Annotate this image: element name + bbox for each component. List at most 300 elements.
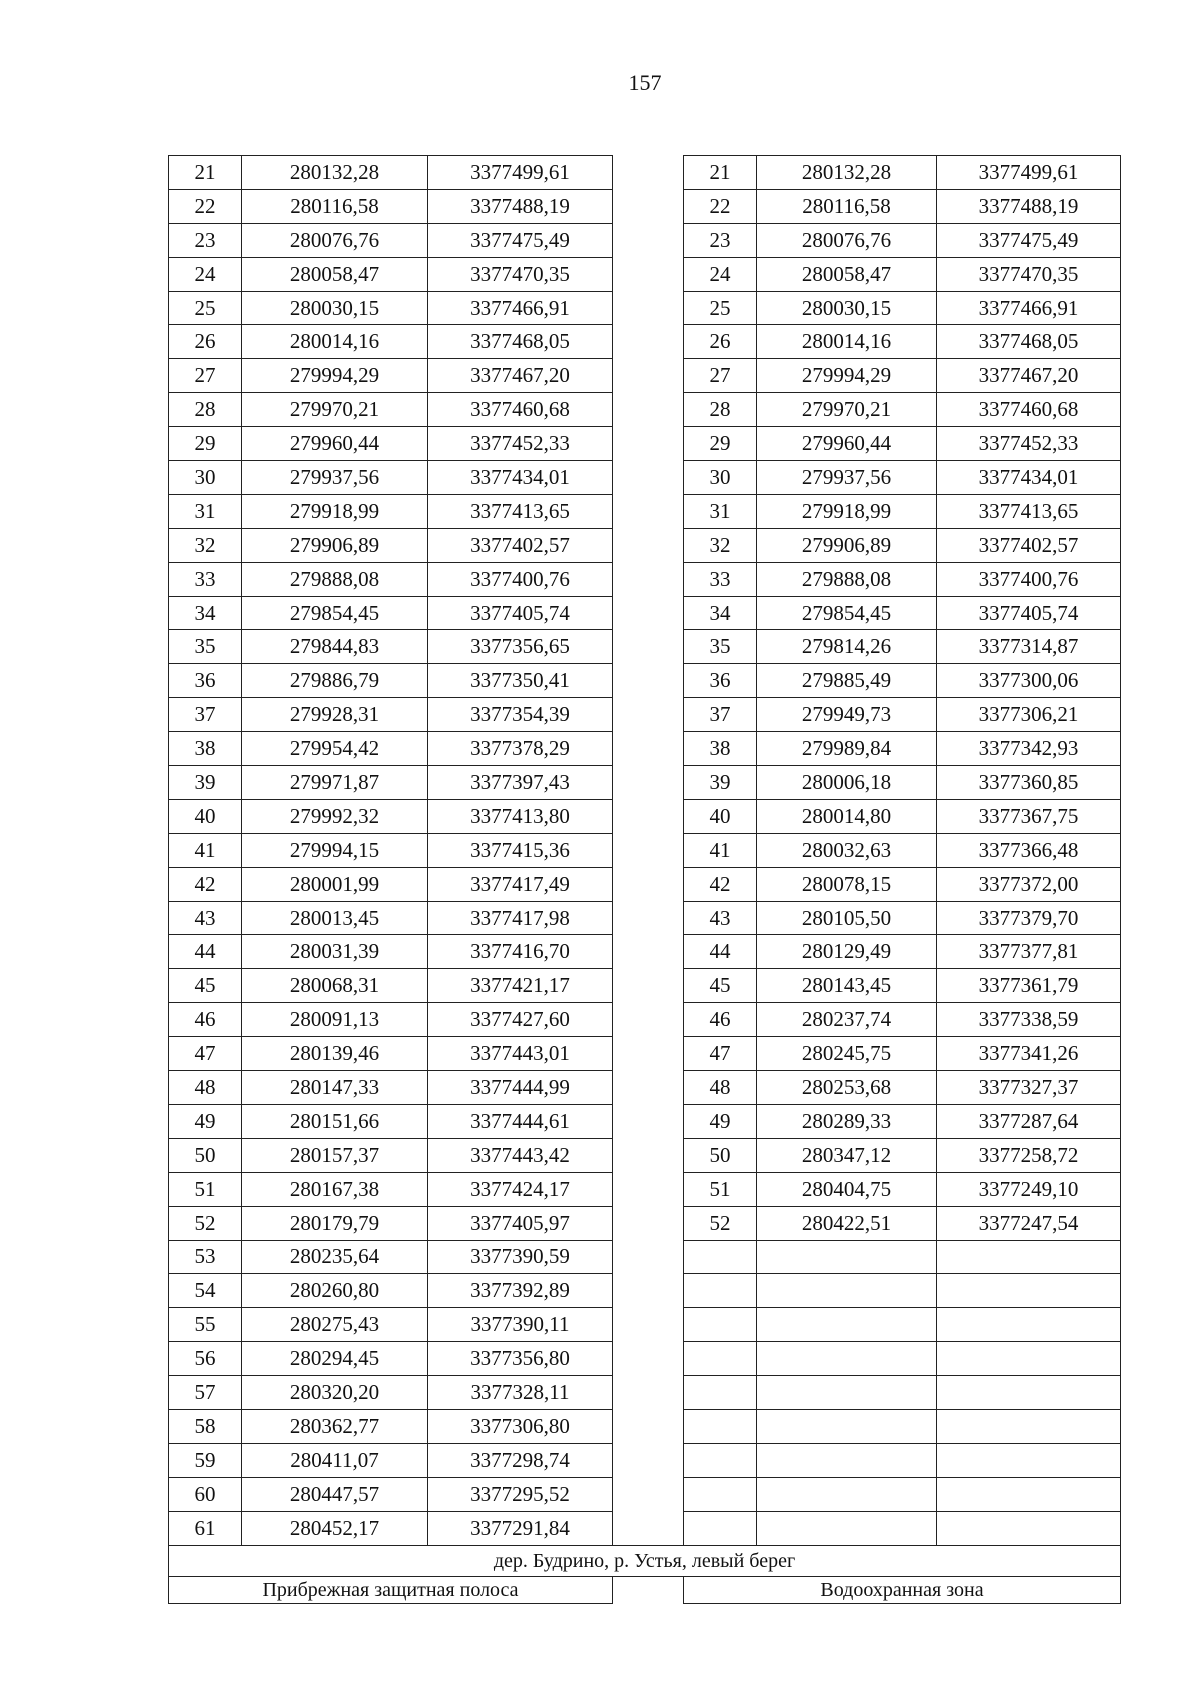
left-point-number-cell: 53 <box>169 1240 242 1274</box>
table-row <box>169 1376 1121 1410</box>
left-x-coordinate-cell: 280167,38 <box>242 1172 428 1206</box>
table-row <box>169 766 1121 800</box>
left-point-number-cell: 56 <box>169 1342 242 1376</box>
left-y-coordinate-cell: 3377452,33 <box>428 427 613 461</box>
column-gap <box>613 291 684 325</box>
right-x-coordinate-cell: 279888,08 <box>757 562 937 596</box>
footer-left-label: Прибрежная защитная полоса <box>169 1576 613 1603</box>
column-gap <box>613 1477 684 1511</box>
left-x-coordinate-cell: 279994,15 <box>242 833 428 867</box>
right-y-coordinate-cell: 3377247,54 <box>937 1206 1121 1240</box>
right-y-coordinate-cell: 3377338,59 <box>937 1003 1121 1037</box>
left-x-coordinate-cell: 280014,16 <box>242 325 428 359</box>
right-point-number-cell: 44 <box>684 935 757 969</box>
left-y-coordinate-cell: 3377417,49 <box>428 867 613 901</box>
right-point-number-cell: 21 <box>684 156 757 190</box>
right-point-number-cell <box>684 1342 757 1376</box>
left-point-number-cell: 32 <box>169 528 242 562</box>
left-x-coordinate-cell: 280411,07 <box>242 1443 428 1477</box>
table-row <box>169 596 1121 630</box>
column-gap <box>613 562 684 596</box>
left-y-coordinate-cell: 3377444,99 <box>428 1071 613 1105</box>
left-x-coordinate-cell: 280068,31 <box>242 969 428 1003</box>
right-y-coordinate-cell <box>937 1342 1121 1376</box>
left-y-coordinate-cell: 3377415,36 <box>428 833 613 867</box>
left-x-coordinate-cell: 280452,17 <box>242 1511 428 1545</box>
right-y-coordinate-cell: 3377300,06 <box>937 664 1121 698</box>
left-point-number-cell: 45 <box>169 969 242 1003</box>
right-y-coordinate-cell: 3377258,72 <box>937 1138 1121 1172</box>
right-point-number-cell: 36 <box>684 664 757 698</box>
left-point-number-cell: 21 <box>169 156 242 190</box>
right-x-coordinate-cell: 279937,56 <box>757 461 937 495</box>
table-row <box>169 732 1121 766</box>
left-x-coordinate-cell: 280147,33 <box>242 1071 428 1105</box>
right-x-coordinate-cell <box>757 1376 937 1410</box>
right-point-number-cell: 29 <box>684 427 757 461</box>
right-y-coordinate-cell: 3377367,75 <box>937 799 1121 833</box>
left-y-coordinate-cell: 3377468,05 <box>428 325 613 359</box>
right-point-number-cell: 25 <box>684 291 757 325</box>
left-point-number-cell: 60 <box>169 1477 242 1511</box>
column-gap <box>613 1576 684 1603</box>
left-point-number-cell: 61 <box>169 1511 242 1545</box>
column-gap <box>613 393 684 427</box>
column-gap <box>613 1443 684 1477</box>
left-point-number-cell: 37 <box>169 698 242 732</box>
left-point-number-cell: 42 <box>169 867 242 901</box>
right-point-number-cell: 33 <box>684 562 757 596</box>
right-x-coordinate-cell: 280076,76 <box>757 223 937 257</box>
right-y-coordinate-cell: 3377488,19 <box>937 189 1121 223</box>
right-point-number-cell: 52 <box>684 1206 757 1240</box>
right-x-coordinate-cell: 280032,63 <box>757 833 937 867</box>
right-point-number-cell <box>684 1443 757 1477</box>
right-point-number-cell <box>684 1376 757 1410</box>
right-y-coordinate-cell: 3377377,81 <box>937 935 1121 969</box>
left-x-coordinate-cell: 279994,29 <box>242 359 428 393</box>
table-row <box>169 156 1121 190</box>
coordinates-table-body <box>169 156 1121 1546</box>
right-point-number-cell <box>684 1409 757 1443</box>
left-point-number-cell: 25 <box>169 291 242 325</box>
left-y-coordinate-cell: 3377390,11 <box>428 1308 613 1342</box>
left-point-number-cell: 33 <box>169 562 242 596</box>
left-y-coordinate-cell: 3377417,98 <box>428 901 613 935</box>
left-point-number-cell: 50 <box>169 1138 242 1172</box>
table-row <box>169 291 1121 325</box>
right-point-number-cell: 40 <box>684 799 757 833</box>
right-y-coordinate-cell: 3377366,48 <box>937 833 1121 867</box>
column-gap <box>613 1409 684 1443</box>
right-point-number-cell: 31 <box>684 494 757 528</box>
left-y-coordinate-cell: 3377392,89 <box>428 1274 613 1308</box>
table-row <box>169 223 1121 257</box>
right-point-number-cell: 22 <box>684 189 757 223</box>
left-point-number-cell: 22 <box>169 189 242 223</box>
right-y-coordinate-cell <box>937 1511 1121 1545</box>
column-gap <box>613 156 684 190</box>
right-point-number-cell: 41 <box>684 833 757 867</box>
right-x-coordinate-cell: 279814,26 <box>757 630 937 664</box>
right-point-number-cell: 47 <box>684 1037 757 1071</box>
column-gap <box>613 664 684 698</box>
right-point-number-cell: 27 <box>684 359 757 393</box>
left-point-number-cell: 35 <box>169 630 242 664</box>
column-gap <box>613 630 684 664</box>
column-gap <box>613 223 684 257</box>
right-y-coordinate-cell: 3377341,26 <box>937 1037 1121 1071</box>
left-point-number-cell: 28 <box>169 393 242 427</box>
left-x-coordinate-cell: 280013,45 <box>242 901 428 935</box>
table-row <box>169 901 1121 935</box>
column-gap <box>613 1274 684 1308</box>
column-gap <box>613 969 684 1003</box>
right-x-coordinate-cell: 280105,50 <box>757 901 937 935</box>
caption-row <box>169 1545 1121 1576</box>
left-y-coordinate-cell: 3377467,20 <box>428 359 613 393</box>
right-y-coordinate-cell: 3377460,68 <box>937 393 1121 427</box>
left-y-coordinate-cell: 3377405,97 <box>428 1206 613 1240</box>
right-x-coordinate-cell <box>757 1477 937 1511</box>
right-x-coordinate-cell: 280245,75 <box>757 1037 937 1071</box>
left-x-coordinate-cell: 280275,43 <box>242 1308 428 1342</box>
right-x-coordinate-cell: 280058,47 <box>757 257 937 291</box>
right-x-coordinate-cell: 280253,68 <box>757 1071 937 1105</box>
left-point-number-cell: 24 <box>169 257 242 291</box>
right-point-number-cell <box>684 1477 757 1511</box>
left-y-coordinate-cell: 3377470,35 <box>428 257 613 291</box>
left-y-coordinate-cell: 3377443,42 <box>428 1138 613 1172</box>
left-point-number-cell: 43 <box>169 901 242 935</box>
right-y-coordinate-cell: 3377249,10 <box>937 1172 1121 1206</box>
right-x-coordinate-cell: 279989,84 <box>757 732 937 766</box>
table-row <box>169 833 1121 867</box>
table-row <box>169 664 1121 698</box>
left-point-number-cell: 29 <box>169 427 242 461</box>
right-y-coordinate-cell <box>937 1376 1121 1410</box>
column-gap <box>613 461 684 495</box>
left-y-coordinate-cell: 3377397,43 <box>428 766 613 800</box>
left-y-coordinate-cell: 3377405,74 <box>428 596 613 630</box>
table-row <box>169 1206 1121 1240</box>
left-y-coordinate-cell: 3377413,80 <box>428 799 613 833</box>
right-point-number-cell: 51 <box>684 1172 757 1206</box>
table-row <box>169 1308 1121 1342</box>
left-y-coordinate-cell: 3377427,60 <box>428 1003 613 1037</box>
left-point-number-cell: 58 <box>169 1409 242 1443</box>
column-gap <box>613 325 684 359</box>
left-x-coordinate-cell: 280157,37 <box>242 1138 428 1172</box>
column-gap <box>613 1342 684 1376</box>
right-y-coordinate-cell: 3377405,74 <box>937 596 1121 630</box>
table-row <box>169 1172 1121 1206</box>
left-x-coordinate-cell: 279888,08 <box>242 562 428 596</box>
right-y-coordinate-cell: 3377379,70 <box>937 901 1121 935</box>
table-row <box>169 393 1121 427</box>
table-row <box>169 1037 1121 1071</box>
right-y-coordinate-cell: 3377400,76 <box>937 562 1121 596</box>
column-gap <box>613 867 684 901</box>
left-x-coordinate-cell: 280076,76 <box>242 223 428 257</box>
right-x-coordinate-cell: 280129,49 <box>757 935 937 969</box>
column-gap <box>613 799 684 833</box>
left-y-coordinate-cell: 3377400,76 <box>428 562 613 596</box>
right-x-coordinate-cell <box>757 1409 937 1443</box>
right-y-coordinate-cell <box>937 1477 1121 1511</box>
column-gap <box>613 1376 684 1410</box>
left-x-coordinate-cell: 280001,99 <box>242 867 428 901</box>
right-y-coordinate-cell: 3377413,65 <box>937 494 1121 528</box>
table-row <box>169 1240 1121 1274</box>
left-point-number-cell: 46 <box>169 1003 242 1037</box>
left-y-coordinate-cell: 3377390,59 <box>428 1240 613 1274</box>
right-point-number-cell <box>684 1240 757 1274</box>
left-x-coordinate-cell: 280116,58 <box>242 189 428 223</box>
table-row <box>169 935 1121 969</box>
left-y-coordinate-cell: 3377488,19 <box>428 189 613 223</box>
right-x-coordinate-cell: 279918,99 <box>757 494 937 528</box>
right-point-number-cell: 24 <box>684 257 757 291</box>
left-y-coordinate-cell: 3377443,01 <box>428 1037 613 1071</box>
column-gap <box>613 1308 684 1342</box>
right-x-coordinate-cell: 280030,15 <box>757 291 937 325</box>
right-x-coordinate-cell: 280347,12 <box>757 1138 937 1172</box>
table-row <box>169 1274 1121 1308</box>
right-point-number-cell: 23 <box>684 223 757 257</box>
right-x-coordinate-cell <box>757 1511 937 1545</box>
column-gap <box>613 359 684 393</box>
right-x-coordinate-cell <box>757 1443 937 1477</box>
left-y-coordinate-cell: 3377475,49 <box>428 223 613 257</box>
right-point-number-cell: 42 <box>684 867 757 901</box>
left-point-number-cell: 27 <box>169 359 242 393</box>
right-x-coordinate-cell: 280404,75 <box>757 1172 937 1206</box>
left-x-coordinate-cell: 279928,31 <box>242 698 428 732</box>
right-point-number-cell <box>684 1274 757 1308</box>
left-point-number-cell: 38 <box>169 732 242 766</box>
right-y-coordinate-cell: 3377402,57 <box>937 528 1121 562</box>
column-gap <box>613 901 684 935</box>
right-y-coordinate-cell <box>937 1240 1121 1274</box>
column-gap <box>613 1206 684 1240</box>
right-point-number-cell: 35 <box>684 630 757 664</box>
right-y-coordinate-cell: 3377475,49 <box>937 223 1121 257</box>
right-x-coordinate-cell: 280143,45 <box>757 969 937 1003</box>
right-x-coordinate-cell: 280237,74 <box>757 1003 937 1037</box>
right-x-coordinate-cell: 280078,15 <box>757 867 937 901</box>
left-x-coordinate-cell: 280320,20 <box>242 1376 428 1410</box>
right-x-coordinate-cell <box>757 1308 937 1342</box>
column-gap <box>613 698 684 732</box>
left-x-coordinate-cell: 279992,32 <box>242 799 428 833</box>
left-point-number-cell: 54 <box>169 1274 242 1308</box>
left-x-coordinate-cell: 279886,79 <box>242 664 428 698</box>
table-row <box>169 799 1121 833</box>
left-y-coordinate-cell: 3377378,29 <box>428 732 613 766</box>
left-y-coordinate-cell: 3377499,61 <box>428 156 613 190</box>
left-y-coordinate-cell: 3377444,61 <box>428 1104 613 1138</box>
left-x-coordinate-cell: 280294,45 <box>242 1342 428 1376</box>
left-y-coordinate-cell: 3377466,91 <box>428 291 613 325</box>
column-gap <box>613 596 684 630</box>
right-point-number-cell <box>684 1308 757 1342</box>
left-point-number-cell: 41 <box>169 833 242 867</box>
left-x-coordinate-cell: 279971,87 <box>242 766 428 800</box>
right-point-number-cell: 37 <box>684 698 757 732</box>
right-y-coordinate-cell: 3377314,87 <box>937 630 1121 664</box>
right-y-coordinate-cell <box>937 1274 1121 1308</box>
left-y-coordinate-cell: 3377295,52 <box>428 1477 613 1511</box>
column-gap <box>613 427 684 461</box>
left-point-number-cell: 59 <box>169 1443 242 1477</box>
right-x-coordinate-cell: 279960,44 <box>757 427 937 461</box>
right-x-coordinate-cell: 280014,16 <box>757 325 937 359</box>
right-point-number-cell: 30 <box>684 461 757 495</box>
column-gap <box>613 1240 684 1274</box>
table-row <box>169 257 1121 291</box>
left-point-number-cell: 40 <box>169 799 242 833</box>
column-gap <box>613 1104 684 1138</box>
column-gap <box>613 935 684 969</box>
left-x-coordinate-cell: 280091,13 <box>242 1003 428 1037</box>
column-gap <box>613 1511 684 1545</box>
column-gap <box>613 766 684 800</box>
left-x-coordinate-cell: 280139,46 <box>242 1037 428 1071</box>
left-y-coordinate-cell: 3377356,65 <box>428 630 613 664</box>
right-y-coordinate-cell: 3377342,93 <box>937 732 1121 766</box>
right-x-coordinate-cell: 279854,45 <box>757 596 937 630</box>
right-point-number-cell <box>684 1511 757 1545</box>
table-row <box>169 1511 1121 1545</box>
right-y-coordinate-cell: 3377452,33 <box>937 427 1121 461</box>
right-point-number-cell: 32 <box>684 528 757 562</box>
right-y-coordinate-cell: 3377306,21 <box>937 698 1121 732</box>
left-y-coordinate-cell: 3377434,01 <box>428 461 613 495</box>
right-point-number-cell: 50 <box>684 1138 757 1172</box>
footer-right-label: Водоохранная зона <box>684 1576 1121 1603</box>
left-y-coordinate-cell: 3377354,39 <box>428 698 613 732</box>
table-row <box>169 189 1121 223</box>
left-point-number-cell: 57 <box>169 1376 242 1410</box>
left-point-number-cell: 30 <box>169 461 242 495</box>
left-point-number-cell: 26 <box>169 325 242 359</box>
right-point-number-cell: 48 <box>684 1071 757 1105</box>
column-gap <box>613 494 684 528</box>
left-point-number-cell: 49 <box>169 1104 242 1138</box>
right-y-coordinate-cell: 3377466,91 <box>937 291 1121 325</box>
right-y-coordinate-cell: 3377499,61 <box>937 156 1121 190</box>
column-gap <box>613 1138 684 1172</box>
left-y-coordinate-cell: 3377350,41 <box>428 664 613 698</box>
left-point-number-cell: 39 <box>169 766 242 800</box>
left-y-coordinate-cell: 3377291,84 <box>428 1511 613 1545</box>
right-y-coordinate-cell: 3377360,85 <box>937 766 1121 800</box>
left-x-coordinate-cell: 280151,66 <box>242 1104 428 1138</box>
right-point-number-cell: 38 <box>684 732 757 766</box>
left-point-number-cell: 23 <box>169 223 242 257</box>
right-point-number-cell: 46 <box>684 1003 757 1037</box>
coordinates-table <box>168 155 1121 1604</box>
left-point-number-cell: 55 <box>169 1308 242 1342</box>
left-y-coordinate-cell: 3377298,74 <box>428 1443 613 1477</box>
right-y-coordinate-cell: 3377467,20 <box>937 359 1121 393</box>
table-row <box>169 867 1121 901</box>
right-x-coordinate-cell <box>757 1240 937 1274</box>
right-y-coordinate-cell: 3377287,64 <box>937 1104 1121 1138</box>
left-point-number-cell: 52 <box>169 1206 242 1240</box>
left-x-coordinate-cell: 279937,56 <box>242 461 428 495</box>
left-y-coordinate-cell: 3377306,80 <box>428 1409 613 1443</box>
left-y-coordinate-cell: 3377356,80 <box>428 1342 613 1376</box>
right-x-coordinate-cell: 279970,21 <box>757 393 937 427</box>
left-point-number-cell: 34 <box>169 596 242 630</box>
right-x-coordinate-cell: 279994,29 <box>757 359 937 393</box>
right-x-coordinate-cell: 280132,28 <box>757 156 937 190</box>
column-gap <box>613 1071 684 1105</box>
table-row <box>169 630 1121 664</box>
right-point-number-cell: 34 <box>684 596 757 630</box>
table-row <box>169 1342 1121 1376</box>
table-row <box>169 461 1121 495</box>
left-point-number-cell: 47 <box>169 1037 242 1071</box>
right-x-coordinate-cell <box>757 1342 937 1376</box>
left-x-coordinate-cell: 279970,21 <box>242 393 428 427</box>
left-x-coordinate-cell: 280031,39 <box>242 935 428 969</box>
right-point-number-cell: 49 <box>684 1104 757 1138</box>
right-point-number-cell: 43 <box>684 901 757 935</box>
right-x-coordinate-cell <box>757 1274 937 1308</box>
column-gap <box>613 1003 684 1037</box>
right-x-coordinate-cell: 279906,89 <box>757 528 937 562</box>
table-row <box>169 698 1121 732</box>
left-x-coordinate-cell: 280235,64 <box>242 1240 428 1274</box>
page-number: 157 <box>628 70 662 95</box>
left-point-number-cell: 48 <box>169 1071 242 1105</box>
table-row <box>169 1409 1121 1443</box>
table-row <box>169 359 1121 393</box>
right-x-coordinate-cell: 279949,73 <box>757 698 937 732</box>
table-row <box>169 1003 1121 1037</box>
right-point-number-cell: 26 <box>684 325 757 359</box>
left-x-coordinate-cell: 279954,42 <box>242 732 428 766</box>
settlement-caption: дер. Будрино, р. Устья, левый берег <box>169 1545 1121 1576</box>
left-y-coordinate-cell: 3377416,70 <box>428 935 613 969</box>
right-x-coordinate-cell: 280006,18 <box>757 766 937 800</box>
right-y-coordinate-cell: 3377434,01 <box>937 461 1121 495</box>
left-x-coordinate-cell: 279906,89 <box>242 528 428 562</box>
right-x-coordinate-cell: 280422,51 <box>757 1206 937 1240</box>
right-x-coordinate-cell: 279885,49 <box>757 664 937 698</box>
column-gap <box>613 1037 684 1071</box>
table-row <box>169 528 1121 562</box>
left-y-coordinate-cell: 3377421,17 <box>428 969 613 1003</box>
table-row <box>169 969 1121 1003</box>
left-x-coordinate-cell: 280447,57 <box>242 1477 428 1511</box>
left-x-coordinate-cell: 280179,79 <box>242 1206 428 1240</box>
left-y-coordinate-cell: 3377402,57 <box>428 528 613 562</box>
right-x-coordinate-cell: 280289,33 <box>757 1104 937 1138</box>
table-row <box>169 562 1121 596</box>
left-y-coordinate-cell: 3377413,65 <box>428 494 613 528</box>
right-y-coordinate-cell: 3377327,37 <box>937 1071 1121 1105</box>
column-gap <box>613 732 684 766</box>
column-gap <box>613 833 684 867</box>
column-gap <box>613 257 684 291</box>
left-point-number-cell: 31 <box>169 494 242 528</box>
left-y-coordinate-cell: 3377460,68 <box>428 393 613 427</box>
left-x-coordinate-cell: 279960,44 <box>242 427 428 461</box>
